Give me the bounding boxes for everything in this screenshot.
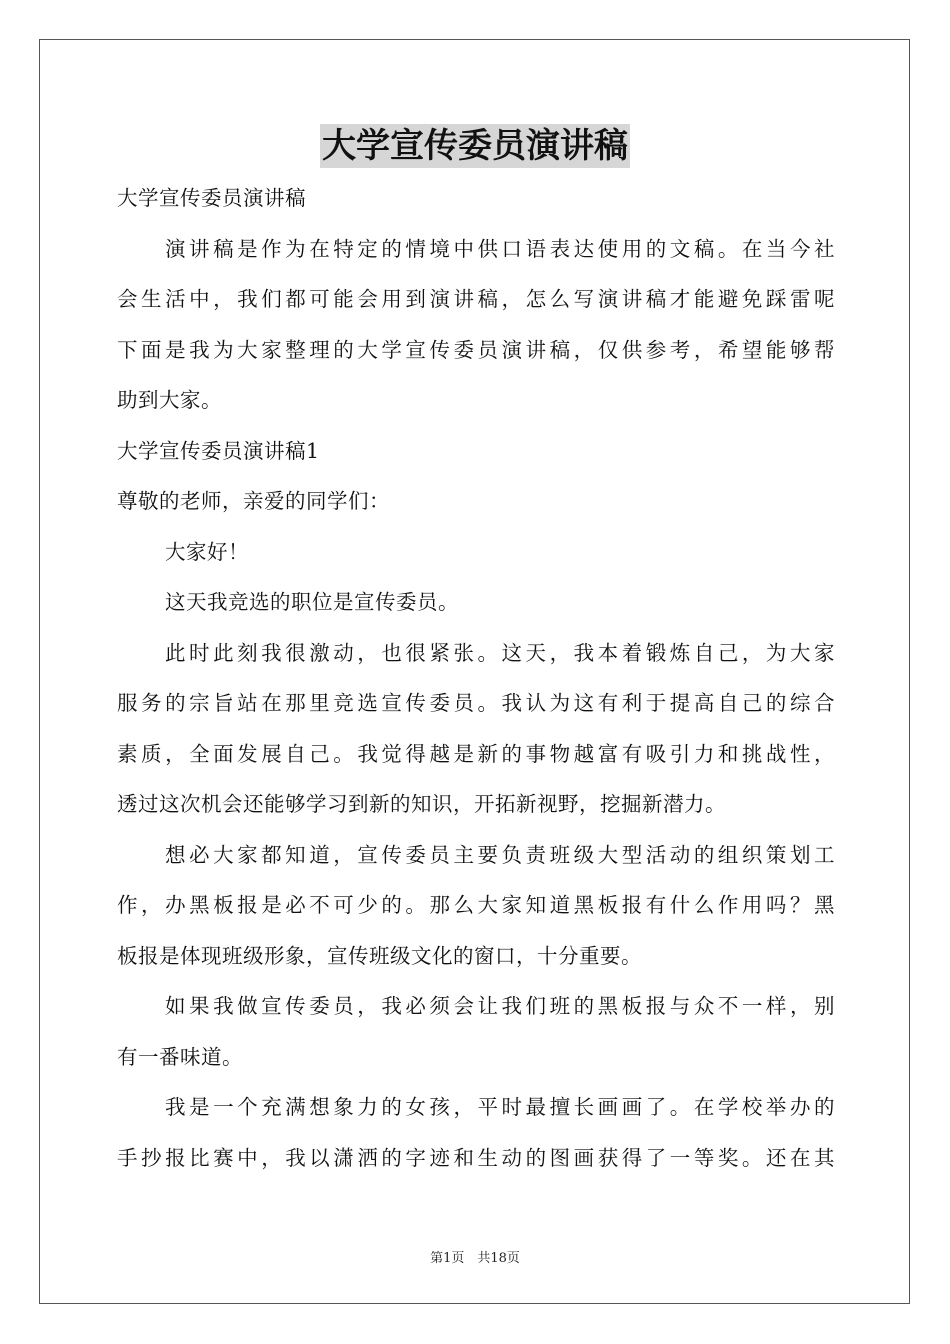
subtitle-line: 大学宣传委员演讲稿 [117, 186, 306, 210]
greeting-line: 大家好！ [165, 539, 249, 564]
text-line: 想必大家都知道，宣传委员主要负责班级大型活动的组织策划工 [165, 842, 835, 867]
text-line: 演讲稿是作为在特定的情境中供口语表达使用的文稿。在当今社 [165, 236, 835, 261]
section-heading: 大学宣传委员演讲稿1 [117, 438, 320, 463]
text-line: 板报是体现班级形象，宣传班级文化的窗口，十分重要。 [117, 943, 642, 968]
text-line: 助到大家。 [117, 388, 222, 412]
page-footer: 第1页 共18页 [430, 1251, 520, 1266]
text-line: 服务的宗旨站在那里竞选宣传委员。我认为这有利于提高自己的综合 [117, 691, 835, 715]
text-line: 有一番味道。 [117, 1044, 243, 1069]
salutation-line: 尊敬的老师，亲爱的同学们： [117, 489, 390, 513]
text-line: 这天我竞选的职位是宣传委员。 [165, 590, 459, 614]
text-line: 素质，全面发展自己。我觉得越是新的事物越富有吸引力和挑战性， [117, 741, 835, 766]
document-body [117, 173, 835, 1183]
text-line: 下面是我为大家整理的大学宣传委员演讲稿，仅供参考，希望能够帮 [117, 337, 835, 362]
text-line: 如果我做宣传委员，我必须会让我们班的黑板报与众不一样，别 [165, 994, 835, 1018]
text-line: 透过这次机会还能够学习到新的知识，开拓新视野，挖掘新潜力。 [117, 792, 726, 816]
title-container [0, 124, 950, 168]
text-line: 手抄报比赛中，我以潇洒的字迹和生动的图画获得了一等奖。还在其 [117, 1145, 835, 1170]
text-line: 会生活中，我们都可能会用到演讲稿，怎么写演讲稿才能避免踩雷呢 [117, 287, 835, 311]
text-line: 作，办黑板报是必不可少的。那么大家知道黑板报有什么作用吗？黑 [117, 893, 835, 917]
text-line: 此时此刻我很激动，也很紧张。这天，我本着锻炼自己，为大家 [165, 640, 835, 665]
document-title: 大学宣传委员演讲稿 [322, 126, 628, 166]
text-line: 我是一个充满想象力的女孩，平时最擅长画画了。在学校举办的 [165, 1095, 835, 1119]
